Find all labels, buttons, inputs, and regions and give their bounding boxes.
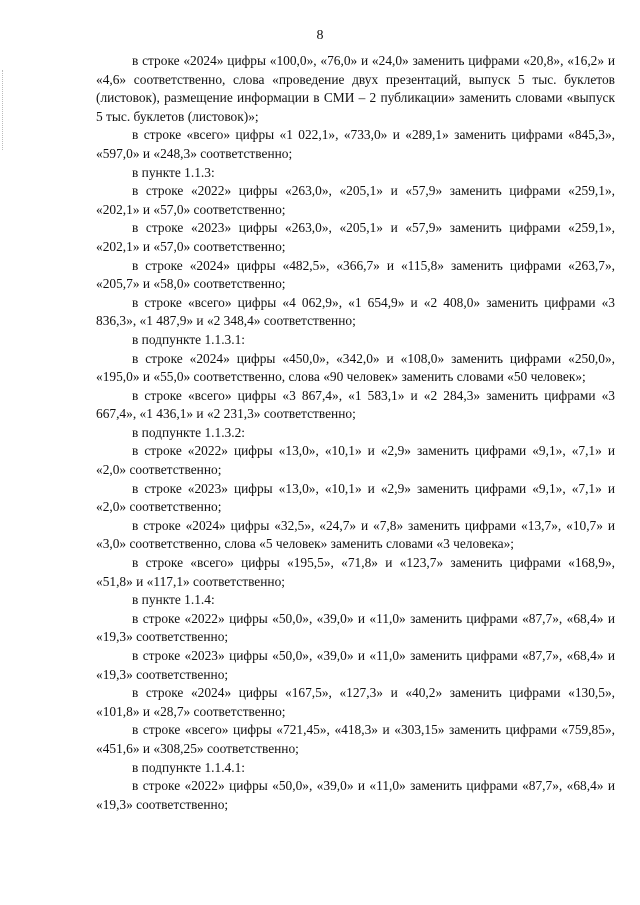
paragraph: в строке «2022» цифры «50,0», «39,0» и «11,0» заменить цифрами «87,7», «68,4» и «19,3» соответственно; <box>96 610 615 645</box>
paragraph: в пункте 1.1.3: <box>132 164 215 180</box>
paragraph: в строке «2024» цифры «482,5», «366,7» и «115,8» заменить цифрами «263,7», «205,7» и «58,0» соответственно; <box>96 257 615 292</box>
paragraph: в пункте 1.1.4: <box>132 592 215 608</box>
paragraph: в строке «2022» цифры «50,0», «39,0» и «11,0» заменить цифрами «87,7», «68,4» и «19,3» соответственно; <box>96 778 615 812</box>
document-body <box>96 52 615 814</box>
paragraph: в строке «2024» цифры «32,5», «24,7» и «7,8» заменить цифрами «13,7», «10,7» и «3,0» соответственно, слова «5 человек» заменить словами «3 человека»; <box>96 517 615 552</box>
paragraph: в строке «2023» цифры «263,0», «205,1» и «57,9» заменить цифрами «259,1», «202,1» и «57,0» соответственно; <box>96 220 615 254</box>
paragraph: в строке «2022» цифры «13,0», «10,1» и «2,9» заменить цифрами «9,1», «7,1» и «2,0» соответственно; <box>96 443 615 478</box>
paragraph: в строке «2024» цифры «450,0», «342,0» и «108,0» заменить цифрами «250,0», «195,0» и «55,0» соответственно, слова «90 человек» заменить словами «50 человек»; <box>96 350 615 385</box>
paragraph: в строке «всего» цифры «195,5», «71,8» и «123,7» заменить цифрами «168,9», «51,8» и «117,1» соответственно; <box>96 555 615 589</box>
paragraph: в подпункте 1.1.4.1: <box>132 759 246 775</box>
paragraph: в строке «всего» цифры «1 022,1», «733,0» и «289,1» заменить цифрами «845,3», «597,0» и «248,3» соответственно; <box>96 127 615 161</box>
paragraph: в строке «2023» цифры «50,0», «39,0» и «11,0» заменить цифрами «87,7», «68,4» и «19,3» соответственно; <box>96 648 615 682</box>
paragraph: в строке «всего» цифры «721,45», «418,3» и «303,15» заменить цифрами «759,85», «451,6» и «308,25» соответственно; <box>96 722 615 756</box>
paragraph: в строке «всего» цифры «4 062,9», «1 654,9» и «2 408,0» заменить цифрами «3 836,3», «1 487,9» и «2 348,4» соответственно; <box>96 294 615 329</box>
scan-margin-mark <box>2 70 6 150</box>
paragraph: в строке «2024» цифры «100,0», «76,0» и «24,0» заменить цифрами «20,8», «16,2» и «4,6» соответственно, слова «проведение двух презентаций, выпуск 5 тыс. буклетов (листовок), размещение информации в СМИ – 2 публикации» заменить словами «выпуск 5 тыс. буклетов (листовок)»; <box>96 53 615 124</box>
paragraph: в строке «2022» цифры «263,0», «205,1» и «57,9» заменить цифрами «259,1», «202,1» и «57,0» соответственно; <box>96 183 615 217</box>
paragraph: в строке «2024» цифры «167,5», «127,3» и «40,2» заменить цифрами «130,5», «101,8» и «28,7» соответственно; <box>96 685 615 719</box>
paragraph: в подпункте 1.1.3.2: <box>132 424 246 440</box>
paragraph: в строке «всего» цифры «3 867,4», «1 583,1» и «2 284,3» заменить цифрами «3 667,4», «1 436,1» и «2 231,3» соответственно; <box>96 387 615 422</box>
paragraph: в строке «2023» цифры «13,0», «10,1» и «2,9» заменить цифрами «9,1», «7,1» и «2,0» соответственно; <box>96 480 615 515</box>
page-number: 8 <box>316 28 324 43</box>
paragraph: в подпункте 1.1.3.1: <box>132 331 246 347</box>
